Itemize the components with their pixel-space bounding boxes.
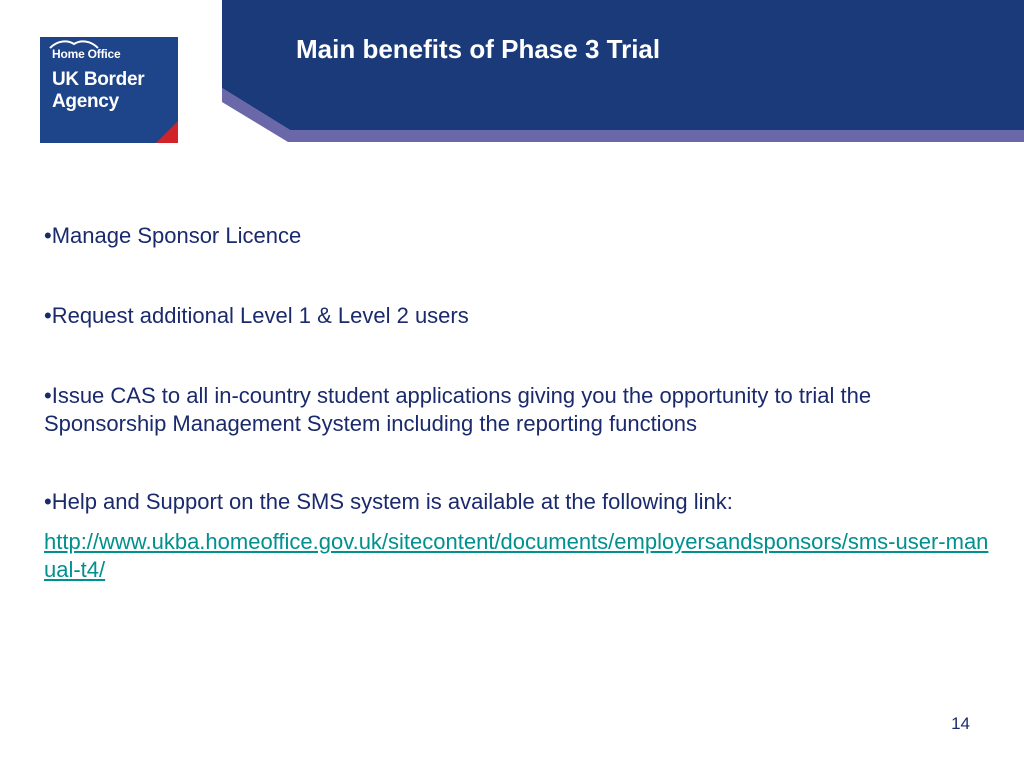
logo-home-office: Home Office	[52, 47, 121, 61]
sms-user-manual-link[interactable]: http://www.ukba.homeoffice.gov.uk/sitecontent/documents/employersandsponsors/sms-user-manual-t4/	[44, 529, 989, 582]
bullet-request-users: •Request additional Level 1 & Level 2 users	[44, 303, 469, 328]
page-number: 14	[951, 714, 970, 733]
logo-red-corner	[156, 121, 178, 143]
uk-border-agency-logo	[40, 37, 178, 143]
slide-title: Main benefits of Phase 3 Trial	[296, 34, 661, 64]
logo-uk-border: UK Border	[52, 69, 145, 90]
logo-agency: Agency	[52, 91, 119, 112]
bullet-help-and-support: •Help and Support on the SMS system is available at the following link:	[44, 489, 733, 514]
bullet-manage-sponsor-licence: •Manage Sponsor Licence	[44, 223, 302, 248]
bullet-issue-cas: •Issue CAS to all in-country student applications giving you the opportunity to trial the Sponsorship Management System including the reporting functions	[44, 383, 872, 436]
